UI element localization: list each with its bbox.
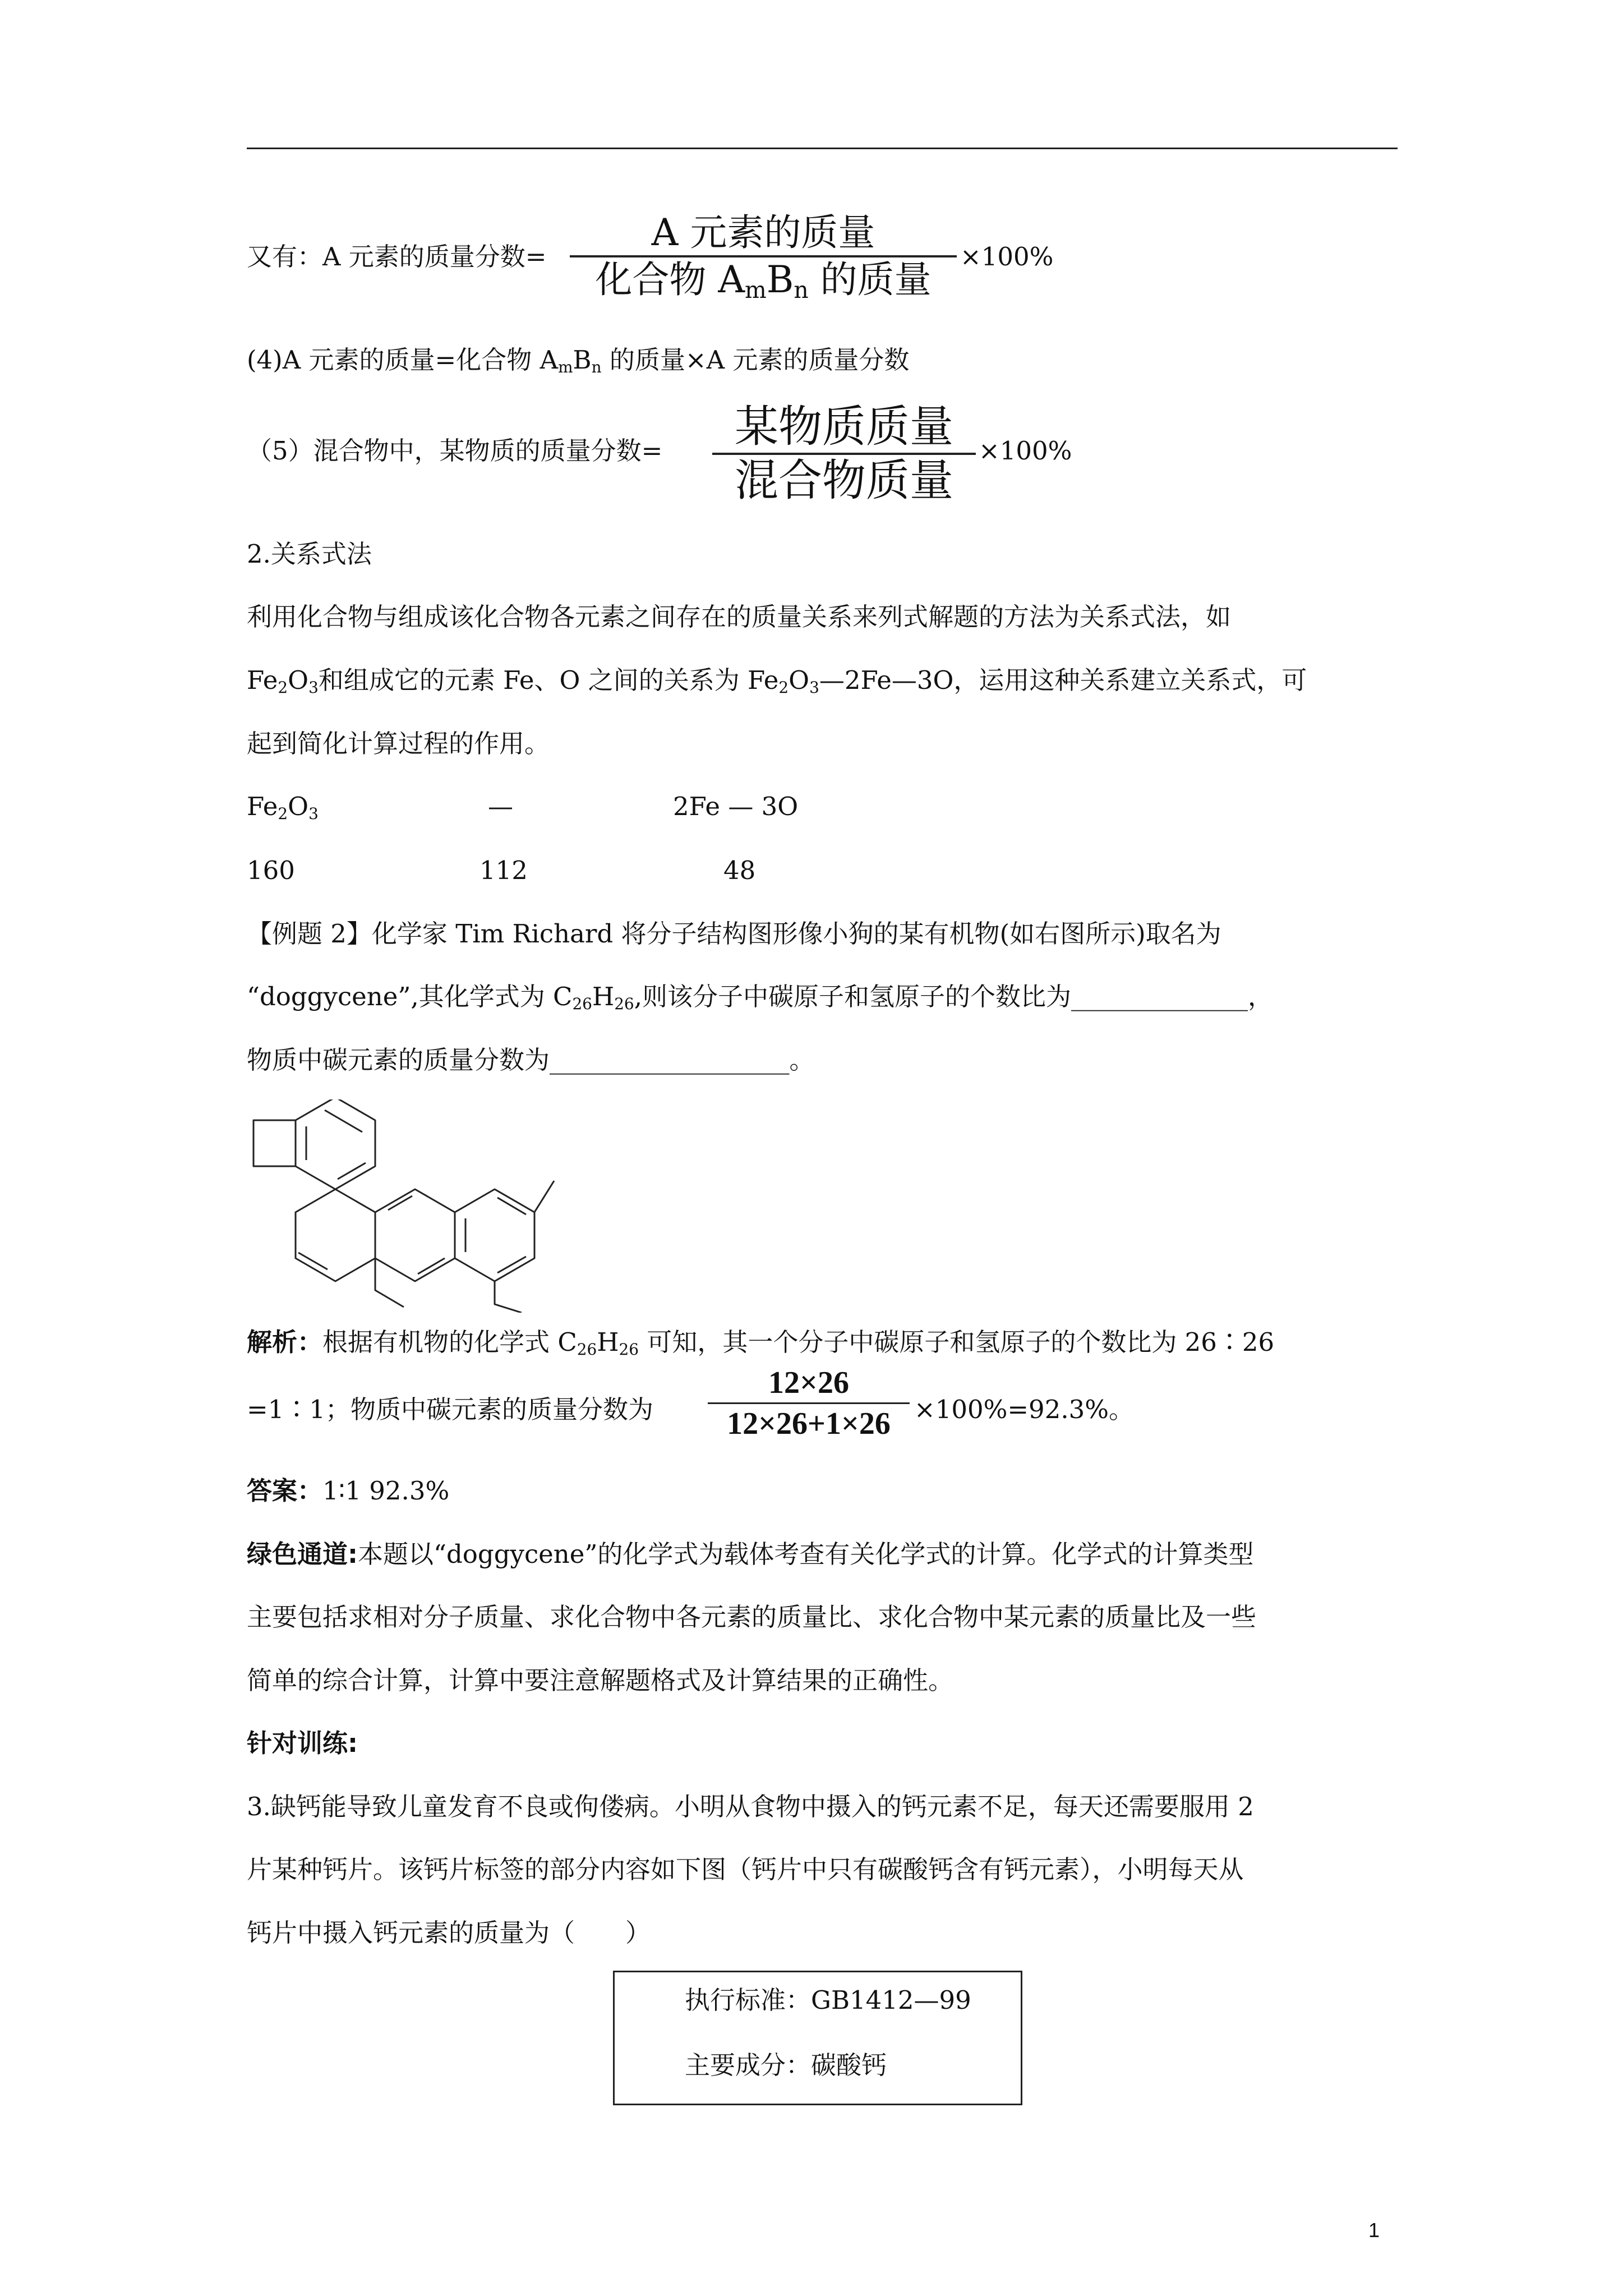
green-channel-line: 简单的综合计算，计算中要注意解题格式及计算结果的正确性。 <box>247 1665 954 1695</box>
benzene-ring-d <box>455 1189 534 1281</box>
example-line: 【例题 2】化学家 Tim Richard 将分子结构图形像小狗的某有机物(如右图所示)取名为 <box>247 919 1221 949</box>
benzene-ring-a <box>296 1099 375 1189</box>
relation-mass: 112 <box>479 855 528 885</box>
green-channel-line: 绿色通道:本题以“doggycene”的化学式为载体考查有关化学式的计算。化学式的计算类型 <box>247 1539 1254 1569</box>
analysis-result: ×100%=92.3%。 <box>914 1395 1135 1424</box>
cyclobutane-ring <box>253 1120 296 1166</box>
analysis-denominator: 12×26+1×26 <box>727 1406 891 1441</box>
relation-dash: — <box>488 792 513 821</box>
analysis-line: =1∶1；物质中碳元素的质量分数为 <box>247 1395 653 1424</box>
label-standard: 执行标准：GB1412—99 <box>685 1985 971 2015</box>
example-line: “doggycene”,其化学式为 $C_{26}H_{26}$,则该分子中碳原子和氢原子的个数比为______________， <box>247 982 1273 1013</box>
question-line: 片某种钙片。该钙片标签的部分内容如下图（钙片中只有碳酸钙含有钙元素），小明每天从 <box>247 1855 1244 1884</box>
paragraph-line: 利用化合物与组成该化合物各元素之间存在的质量关系来列式解题的方法为关系式法，如 <box>247 602 1232 632</box>
answer-line: 答案：1∶1 92.3% <box>247 1476 450 1506</box>
analysis-line: 解析：根据有机物的化学式 $C_{26}H_{26}$ 可知，其一个分子中碳原子和氢原子的个数比为 26∶26 <box>247 1327 1275 1359</box>
formula-denominator: 化合物 $A_mB_n$ 的质量 <box>595 258 932 304</box>
relation-formula: $Fe_2O_3$ <box>247 792 319 823</box>
calcium-tablet-label-box <box>613 1971 1022 2105</box>
label-ingredient: 主要成分：碳酸钙 <box>685 2050 887 2080</box>
formula-5-suffix: ×100% <box>979 436 1072 466</box>
formula-mass-fraction-prefix: 又有：A 元素的质量分数= <box>247 242 547 272</box>
analysis-numerator: 12×26 <box>768 1365 849 1400</box>
ethyl-group <box>495 1281 522 1313</box>
example-line: 物质中碳元素的质量分数为___________________。 <box>247 1045 815 1075</box>
formula-suffix: ×100% <box>960 242 1054 272</box>
section-heading: 2.关系式法 <box>247 539 372 569</box>
methyl-group <box>534 1181 554 1212</box>
benzene-ring-b <box>296 1189 375 1281</box>
benzene-ring-c <box>375 1189 455 1281</box>
question-line: 钙片中摄入钙元素的质量为（ ） <box>247 1918 651 1948</box>
question-line: 3.缺钙能导致儿童发育不良或佝偻病。小明从食物中摄入的钙元素不足，每天还需要服用 2 <box>247 1792 1254 1821</box>
practice-label: 针对训练: <box>247 1728 358 1758</box>
paragraph-line: $Fe_2O_3$和组成它的元素 Fe、O 之间的关系为 $Fe_2O_3—2Fe—3O$，运用这种关系建立关系式，可 <box>247 665 1307 697</box>
relation-elements: 2Fe — 3O <box>673 792 799 821</box>
formula-numerator: A 元素的质量 <box>651 211 875 254</box>
doggycene-structure-diagram <box>241 1099 589 1313</box>
page-number: 1 <box>1368 2219 1380 2242</box>
formula-mass-fraction <box>570 210 957 312</box>
formula-4: (4)A 元素的质量=化合物 $A_mB_n$ 的质量×A 元素的质量分数 <box>247 345 910 376</box>
formula-5-fraction <box>712 401 976 507</box>
formula-5-numerator: 某物质质量 <box>734 402 953 452</box>
formula-5-denominator: 混合物质量 <box>734 455 953 506</box>
relation-mass: 48 <box>723 855 756 885</box>
relation-mass: 160 <box>247 855 295 885</box>
formula-5-prefix: （5）混合物中，某物质的质量分数= <box>247 436 663 466</box>
header-rule <box>247 148 1398 149</box>
paragraph-line: 起到简化计算过程的作用。 <box>247 729 550 758</box>
green-channel-line: 主要包括求相对分子质量、求化合物中各元素的质量比、求化合物中某元素的质量比及一些 <box>247 1602 1257 1632</box>
analysis-fraction <box>708 1363 910 1443</box>
